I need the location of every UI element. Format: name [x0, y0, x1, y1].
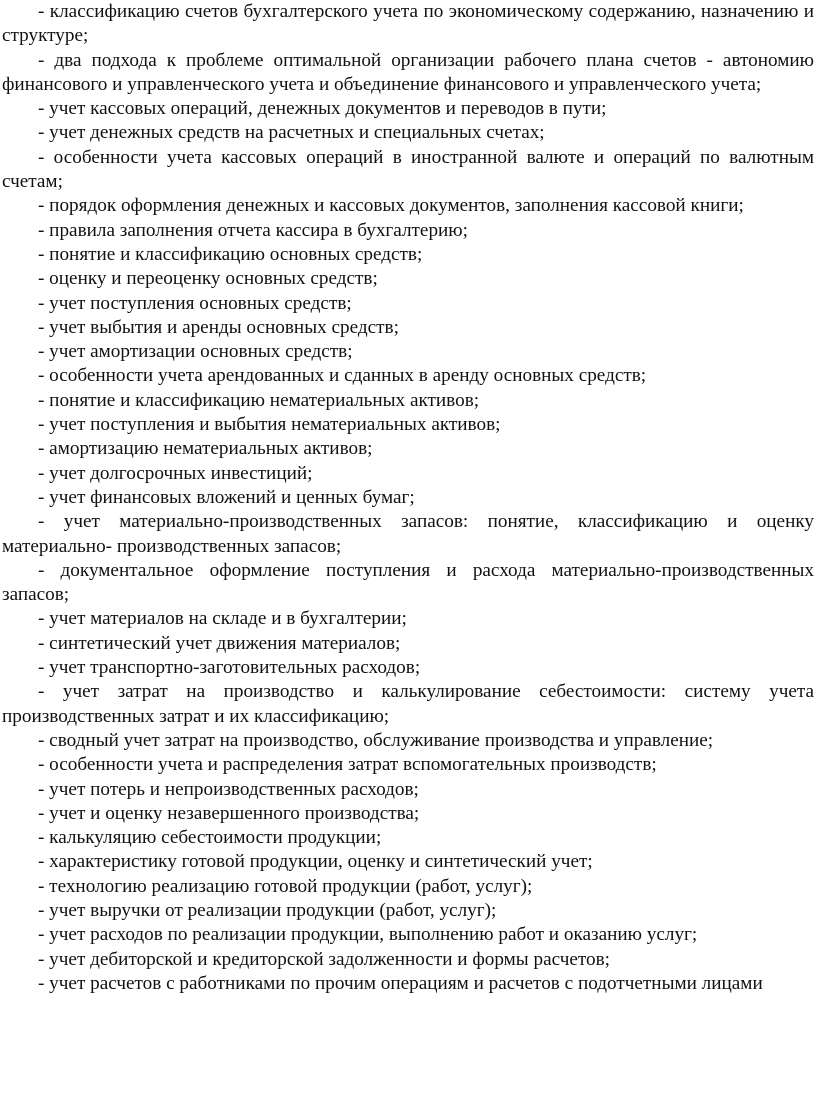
list-item: - учет поступления и выбытия нематериальных активов; [38, 414, 501, 436]
list-item: - амортизацию нематериальных активов; [38, 438, 373, 460]
list-item: - характеристику готовой продукции, оценку и синтетический учет; [38, 851, 593, 873]
list-item: - оценку и переоценку основных средств; [38, 268, 378, 290]
topic-list [2, 0, 814, 996]
list-item: - учет расходов по реализации продукции, выполнению работ и оказанию услуг; [38, 924, 698, 946]
list-item: - учет выбытия и аренды основных средств; [38, 316, 399, 338]
list-item: - учет расчетов с работниками по прочим операциям и расчетов с подотчетными лицами [38, 972, 763, 994]
list-item: - учет дебиторской и кредиторской задолженности и формы расчетов; [38, 948, 611, 970]
list-item: - сводный учет затрат на производство, обслуживание производства и управление; [38, 729, 714, 751]
list-item: - особенности учета и распределения затрат вспомогательных производств; [38, 754, 657, 776]
list-item: - учет денежных средств на расчетных и специальных счетах; [38, 122, 545, 144]
list-item: - учет поступления основных средств; [38, 292, 352, 314]
list-item: - калькуляцию себестоимости продукции; [38, 827, 382, 849]
list-item: - технологию реализацию готовой продукции (работ, услуг); [38, 875, 533, 897]
list-item: - учет потерь и непроизводственных расходов; [38, 778, 419, 800]
list-item: - учет материально-производственных запасов: понятие, классификацию и оценку материально- производственных запасов; [2, 511, 814, 557]
list-item: - учет кассовых операций, денежных документов и переводов в пути; [38, 98, 607, 120]
list-item: - особенности учета арендованных и сданных в аренду основных средств; [38, 365, 647, 387]
list-item: - два подхода к проблеме оптимальной организации рабочего плана счетов - автономию финансового и управленческого учета и объединение финансового и управленческого учета; [2, 49, 814, 95]
list-item: - правила заполнения отчета кассира в бухгалтерию; [38, 219, 468, 241]
list-item: - учет и оценку незавершенного производства; [38, 802, 420, 824]
list-item: - учет долгосрочных инвестиций; [38, 462, 313, 484]
list-item: - документальное оформление поступления и расхода материально-производственных запасов; [2, 559, 814, 606]
list-item: - понятие и классификацию основных средств; [38, 243, 423, 265]
list-item: - синтетический учет движения материалов; [38, 632, 401, 654]
list-item: - учет выручки от реализации продукции (работ, услуг); [38, 899, 497, 921]
list-item: - порядок оформления денежных и кассовых документов, заполнения кассовой книги; [38, 195, 744, 217]
list-item: - учет затрат на производство и калькулирование себестоимости: систему учета производственных затрат и их классификацию; [2, 681, 814, 727]
list-item: - учет финансовых вложений и ценных бумаг; [38, 486, 415, 508]
list-item: - особенности учета кассовых операций в иностранной валюте и операций по валютным счетам; [2, 146, 814, 193]
list-item: - учет транспортно-заготовительных расходов; [38, 657, 421, 679]
list-item: - учет материалов на складе и в бухгалтерии; [38, 608, 407, 630]
list-item: - классификацию счетов бухгалтерского учета по экономическому содержанию, назначению и структуре; [2, 1, 814, 47]
list-item: - понятие и классификацию нематериальных активов; [38, 389, 480, 411]
list-item: - учет амортизации основных средств; [38, 341, 353, 363]
